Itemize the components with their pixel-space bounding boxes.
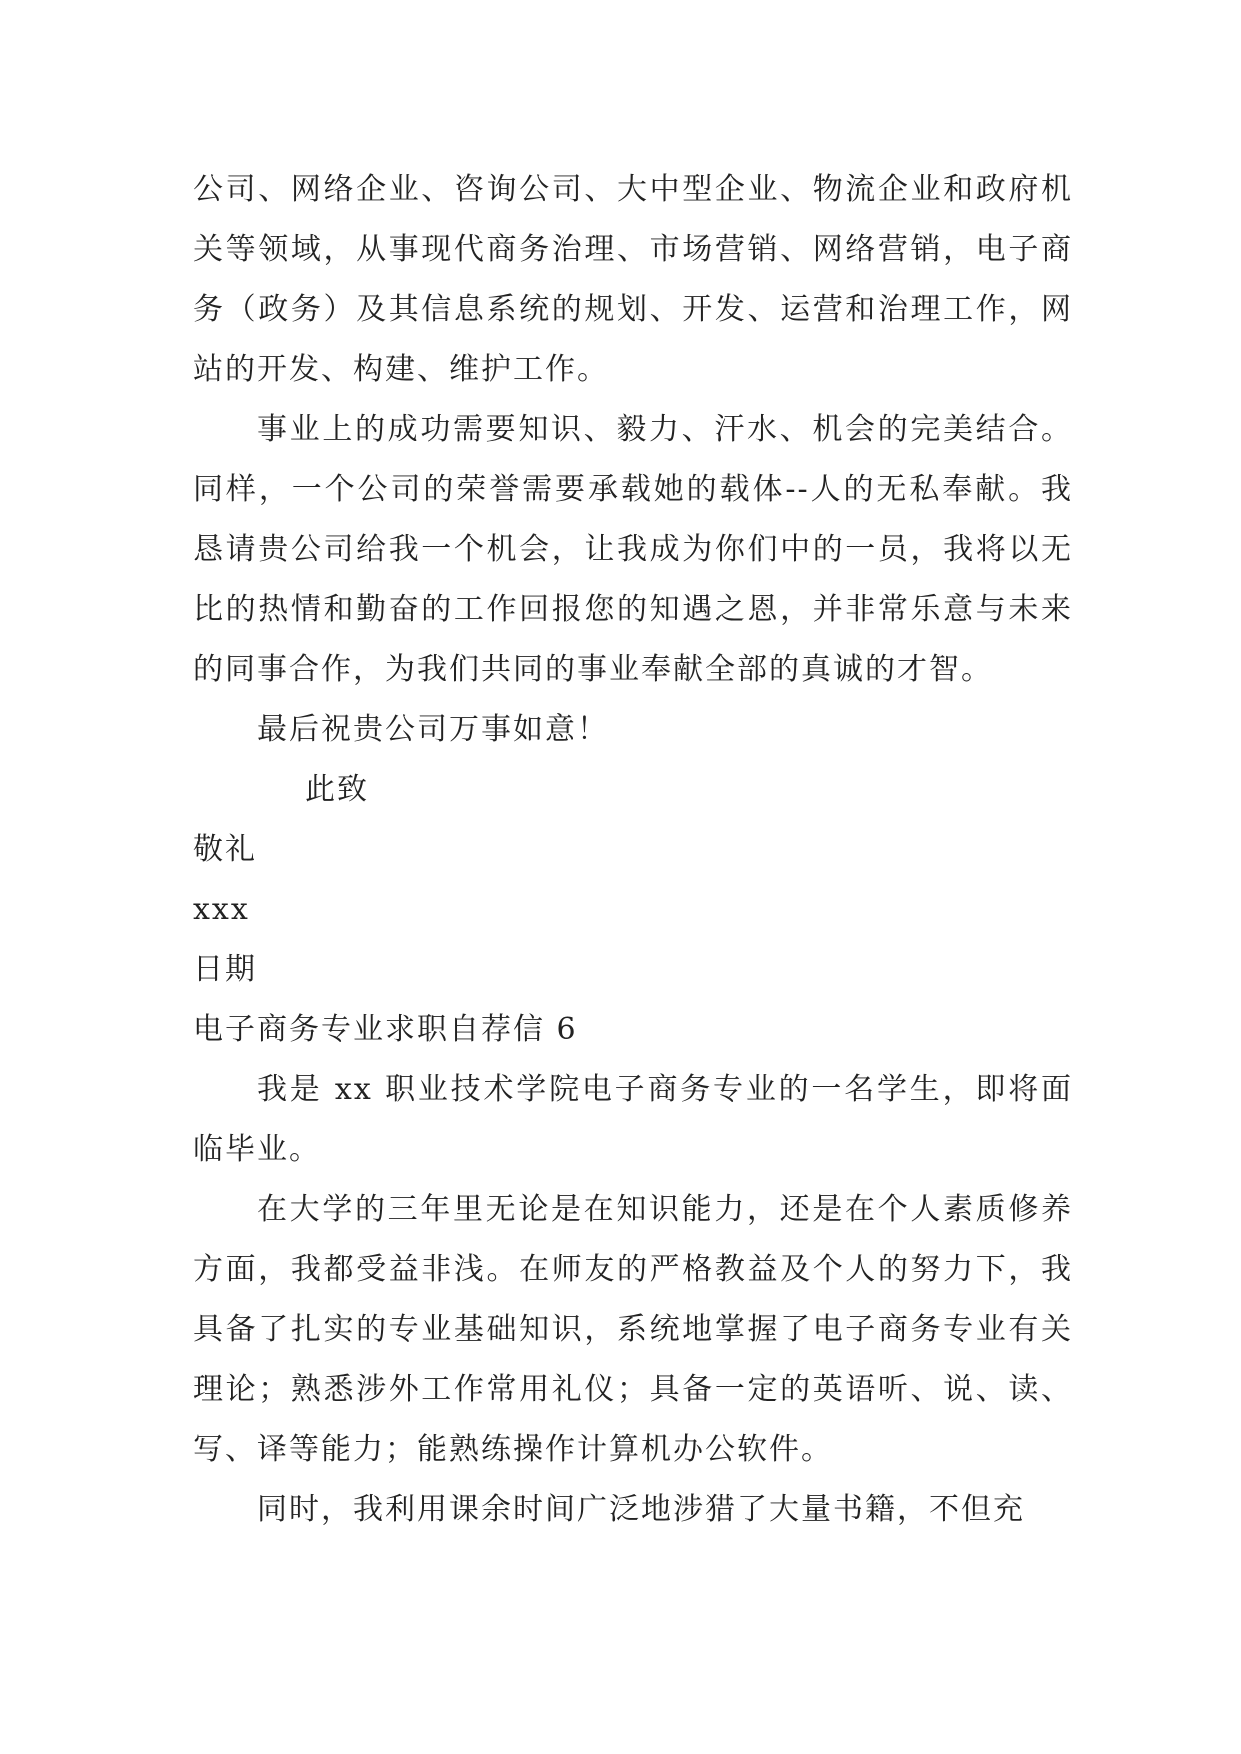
document-body (193, 160, 1073, 1540)
paragraph-career-fields: 公司、网络企业、咨询公司、大中型企业、物流企业和政府机关等领域，从事现代商务治理、市场营销、网络营销，电子商务（政务）及其信息系统的规划、开发、运营和治理工作，网站的开发、构建、维护工作。 (193, 172, 1073, 387)
paragraph-success: 事业上的成功需要知识、毅力、汗水、机会的完美结合。同样，一个公司的荣誉需要承载她的载体--人的无私奉献。我恳请贵公司给我一个机会，让我成为你们中的一员，我将以无比的热情和勤奋的工作回报您的知遇之恩，并非常乐意与未来的同事合作，为我们共同的事业奉献全部的真诚的才智。 (193, 412, 1073, 687)
paragraph-university: 在大学的三年里无论是在知识能力，还是在个人素质修养方面，我都受益非浅。在师友的严格教益及个人的努力下，我具备了扎实的专业基础知识，系统地掌握了电子商务专业有关理论；熟悉涉外工作常用礼仪；具备一定的英语听、说、读、写、译等能力；能熟练操作计算机办公软件。 (193, 1192, 1073, 1467)
paragraph-intro: 我是 xx 职业技术学院电子商务专业的一名学生，即将面临毕业。 (193, 1072, 1073, 1167)
closing-salutation: 此致 (305, 772, 369, 807)
signature-name: xxx (193, 892, 250, 927)
closing-respect: 敬礼 (193, 832, 257, 867)
signature-date: 日期 (193, 952, 257, 987)
paragraph-reading: 同时，我利用课余时间广泛地涉猎了大量书籍，不但充 (257, 1492, 1025, 1527)
section-heading: 电子商务专业求职自荐信 6 (193, 1012, 578, 1047)
paragraph-wishes: 最后祝贵公司万事如意！ (257, 712, 609, 747)
